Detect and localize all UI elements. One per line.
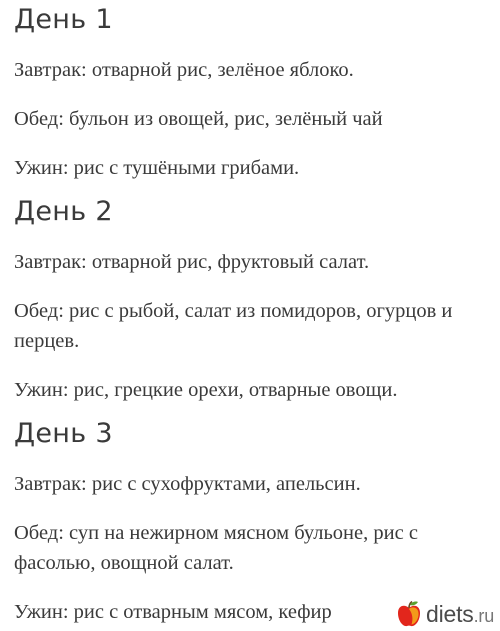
watermark-brand: diets xyxy=(426,600,474,627)
site-watermark xyxy=(394,599,498,629)
day-2-breakfast: Завтрак: отварной рис, фруктовый салат. xyxy=(14,251,370,273)
day-2-dinner: Ужин: рис, грецкие орехи, отварные овощи. xyxy=(14,379,398,401)
day-3-lunch: Обед: суп на нежирном мясном бульоне, рис с фасолью, овощной салат. xyxy=(14,522,418,574)
day-2-heading: День 2 xyxy=(14,196,113,227)
watermark-suffix: .ru xyxy=(473,605,494,626)
day-1-heading: День 1 xyxy=(14,4,113,35)
apple-logo-icon xyxy=(396,600,422,628)
day-2-lunch: Обед: рис с рыбой, салат из помидоров, огурцов и перцев. xyxy=(14,300,453,352)
day-3-breakfast: Завтрак: рис с сухофруктами, апельсин. xyxy=(14,473,361,495)
article-body xyxy=(14,0,494,627)
day-3-heading: День 3 xyxy=(14,418,113,449)
day-3-dinner: Ужин: рис с отварным мясом, кефир xyxy=(14,601,332,623)
day-1-dinner: Ужин: рис с тушёными грибами. xyxy=(14,157,300,179)
day-1-lunch: Обед: бульон из овощей, рис, зелёный чай xyxy=(14,108,383,130)
day-1-breakfast: Завтрак: отварной рис, зелёное яблоко. xyxy=(14,59,354,81)
